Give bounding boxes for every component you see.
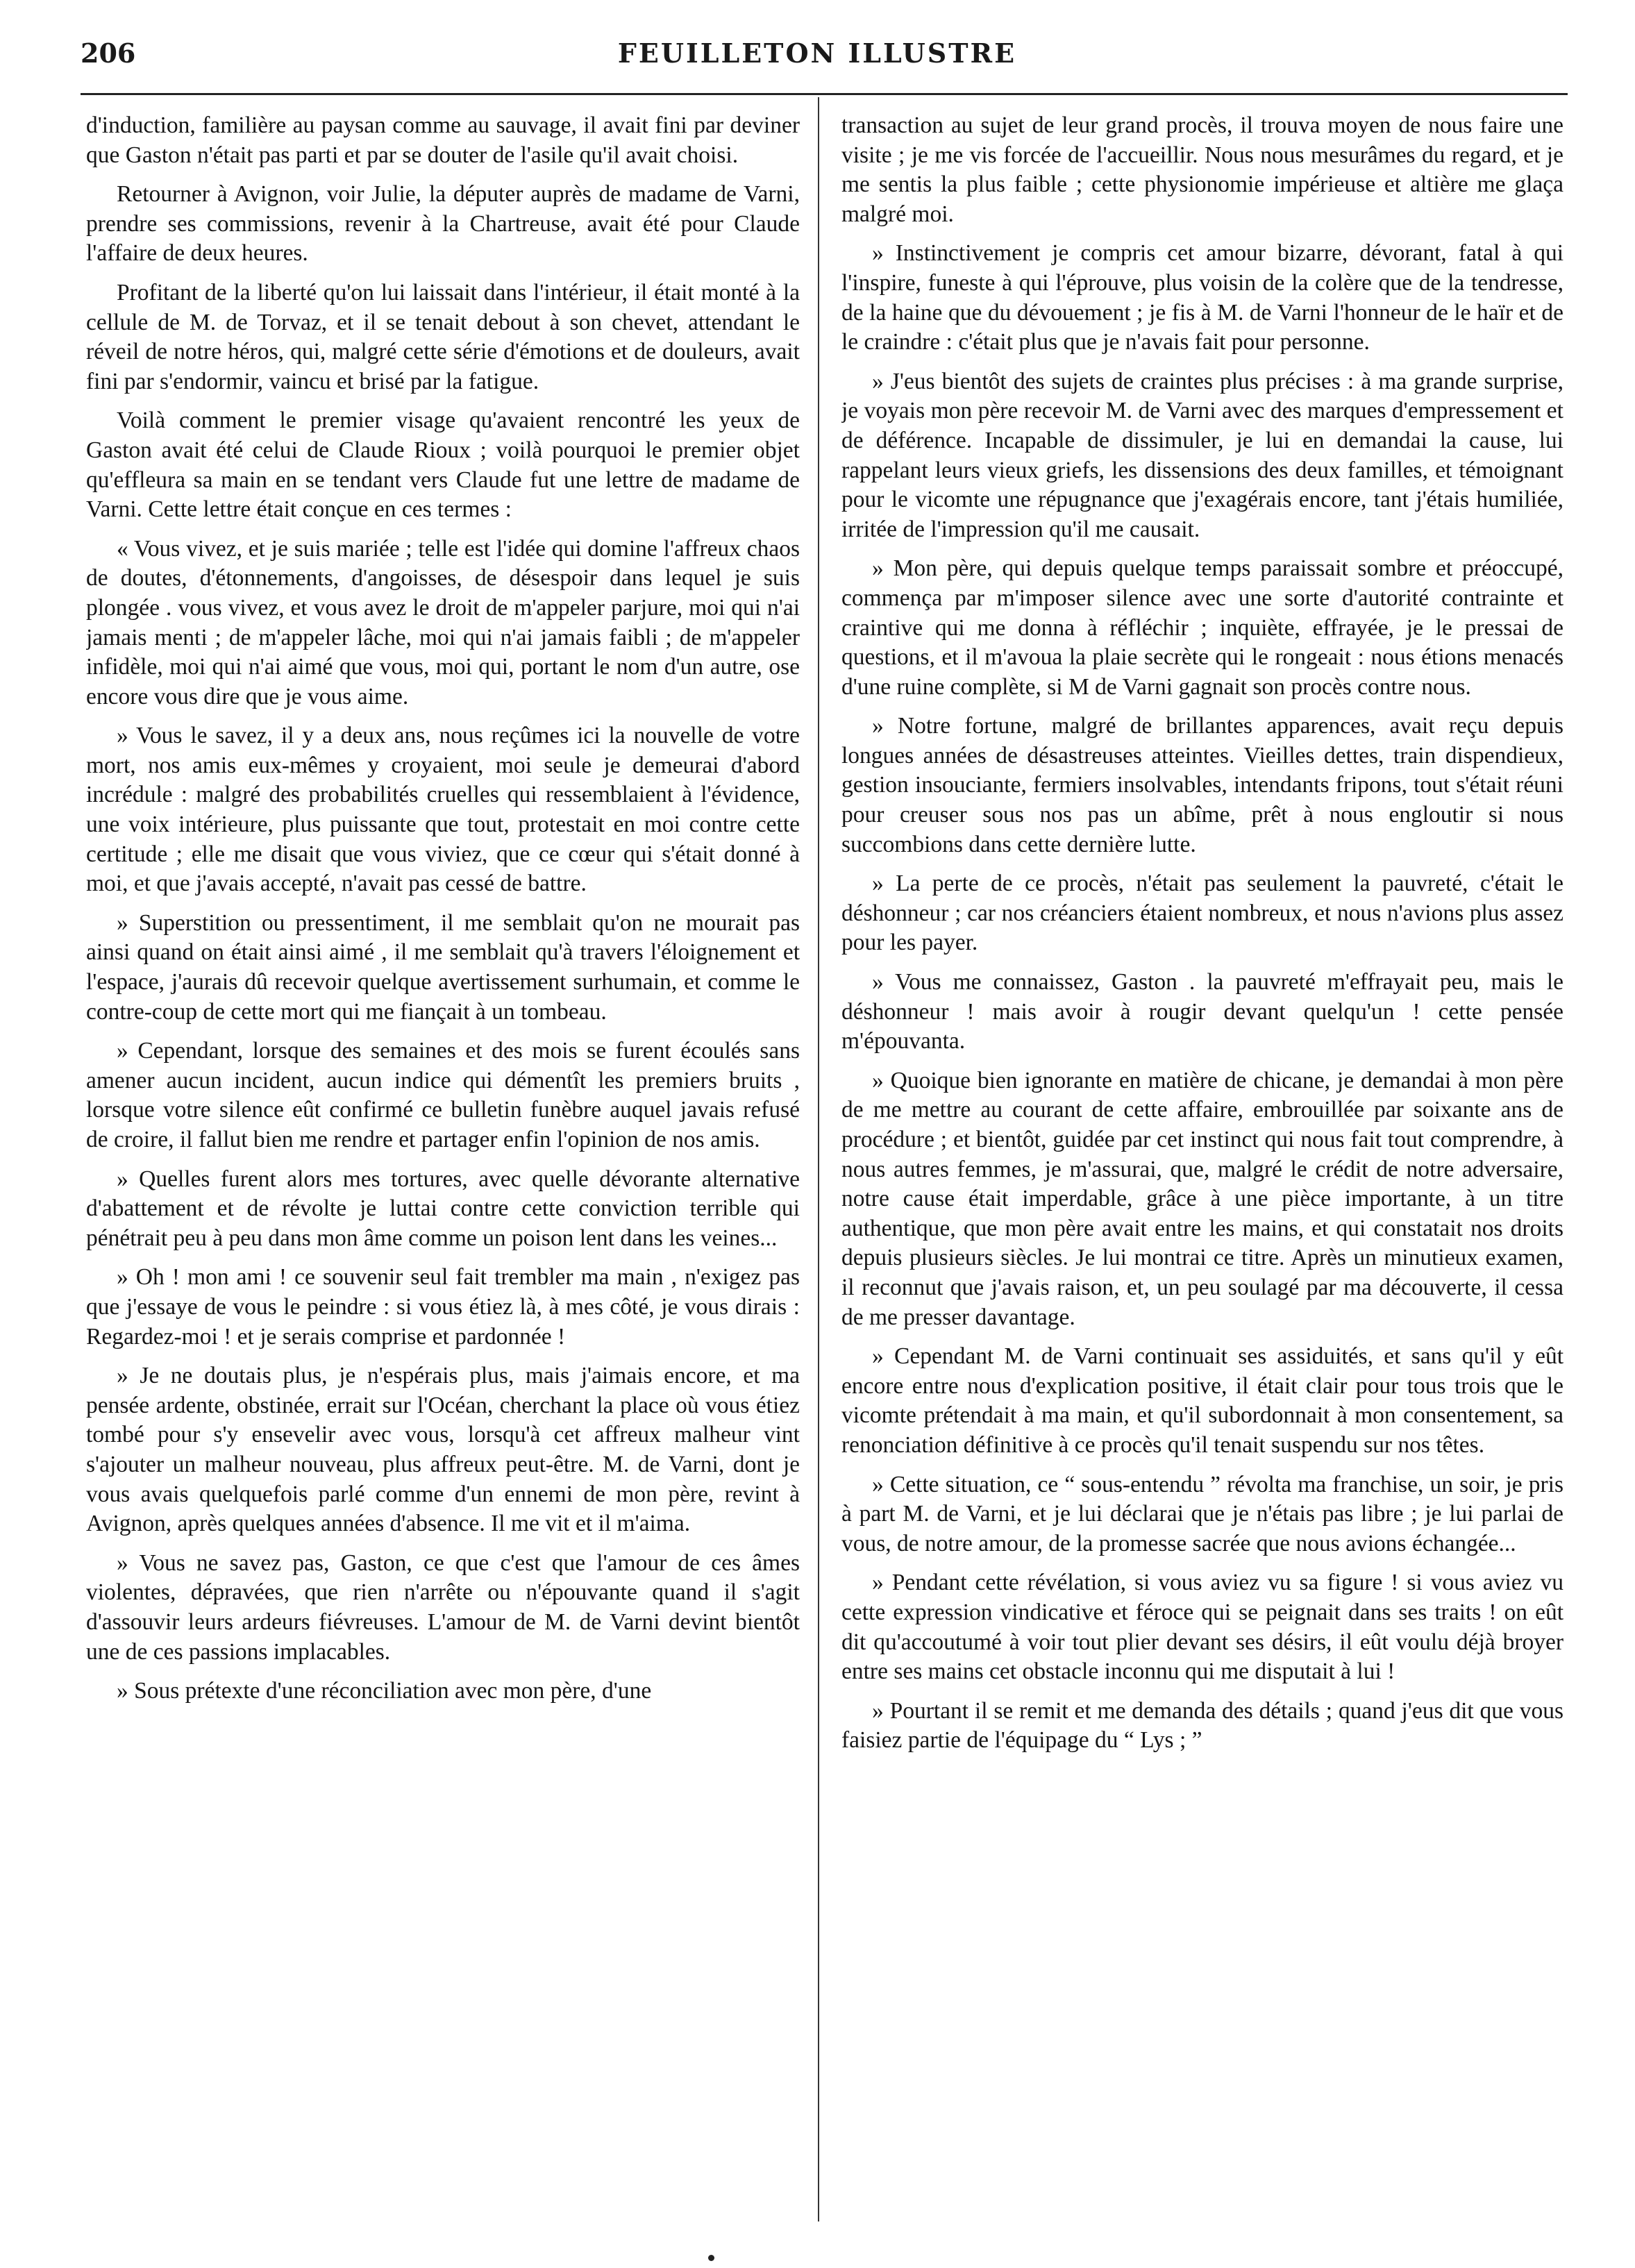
column-divider [818,97,819,2221]
paragraph: » La perte de ce procès, n'était pas seulement la pauvreté, c'était le déshonneur ; car nos créanciers étaient nombreux, et nous n'avions plus assez pour les payer. [841,871,1563,956]
paragraph: » Pourtant il se remit et me demanda des détails ; quand j'eus dit que vous faisiez partie de l'équipage du “ Lys ; ” [841,1697,1563,1754]
paragraph: » Cette situation, ce “ sous-entendu ” révolta ma franchise, un soir, je pris à part M. de Varni, et je lui déclarai que je n'étais pas libre ; je lui parlai de vous, de notre amour, de la promesse sacrée que nous avions échangée... [841,1471,1563,1556]
paragraph: » Pendant cette révélation, si vous aviez vu sa figure ! si vous aviez vu cette expression vindicative et féroce qui se peignait dans ses traits ! on eût dit qu'accoutumé à voir tout plier devant ses désirs, il eût voulu déjà broyer entre ses mains cet obstacle inconnu qui me disputait à lui ! [841,1570,1563,1685]
right-column [841,111,1563,2221]
paragraph: » Quelles furent alors mes tortures, avec quelle dévorante alternative d'abattement et de révolte je luttai contre cette conviction terrible qui pénétrait peu à peu dans mon âme comme un poison lent dans les veines... [86,1166,800,1251]
paragraph: transaction au sujet de leur grand procès, il trouva moyen de nous faire une visite ; je me vis forcée de l'accueillir. Nous nous mesurâmes du regard, et je me sentis la plus faible ; cette physionomie impérieuse et altière me glaça malgré moi. [841,112,1563,227]
paragraph: « Vous vivez, et je suis mariée ; telle est l'idée qui domine l'affreux chaos de doutes, d'étonnements, d'angoisses, de désespoir dans lequel je suis plongée . vous vivez, et vous avez le droit de m'appeler parjure, moi qui n'ai jamais menti ; de m'appeler lâche, moi qui n'ai jamais faibli ; de m'appeler infidèle, moi qui n'ai aimé que vous, moi qui, portant le nom d'un autre, ose encore vous dire que je vous aime. [86,535,800,709]
page-number: 206 [81,37,136,69]
paragraph: Voilà comment le premier visage qu'avaient rencontré les yeux de Gaston avait été celui de Claude Rioux ; voilà pourquoi le premier objet qu'effleura sa main en se tendant vers Claude fut une lettre de madame de Varni. Cette lettre était conçue en ces termes : [86,408,800,523]
page-header [67,25,1568,81]
paragraph: » Oh ! mon ami ! ce souvenir seul fait trembler ma main , n'exigez pas que j'essaye de vous le peindre : si vous étiez là, à mes côté, je vous dirais : Regardez-moi ! et je serais comprise et pardonnée ! [86,1264,800,1350]
paragraph: » Superstition ou pressentiment, il me semblait qu'on ne mourait pas ainsi quand on était ainsi aimé , il me semblait qu'à travers l'éloignement et l'espace, j'aurais dû recevoir quelque avertissement surhumain, et comme le contre-coup de cette mort qui me fiançait à un tombeau. [86,909,800,1025]
paragraph: » Quoique bien ignorante en matière de chicane, je demandai à mon père de me mettre au courant de cette affaire, embrouillée par soixante ans de procédure ; et bientôt, guidée par cet instinct qui nous fait tout comprendre, à nous autres femmes, je m'assurai, que, malgré le crédit de notre adversaire, notre cause était imperdable, grâce à une pièce importante, à un titre authentique, que mon père avait entre les mains, et qui constatait nos droits depuis plusieurs siècles. Je lui montrai ce titre. Après un minutieux examen, il reconnut que j'avais raison, et, un peu soulagé par ma découverte, il cessa de me presser davantage. [841,1067,1563,1330]
running-title: FEUILLETON ILLUSTRE [617,37,1017,69]
paragraph: Profitant de la liberté qu'on lui laissait dans l'intérieur, il était monté à la cellule de M. de Torvaz, et il se tenait debout à son chevet, attendant le réveil de notre héros, qui, malgré cette série d'émotions et de douleurs, avait fini par s'endormir, vaincu et brisé par la fatigue. [86,279,800,394]
paragraph: » Mon père, qui depuis quelque temps paraissait sombre et préoccupé, commença par m'imposer silence avec une sorte d'autorité contrainte et craintive qui me donna à réfléchir ; inquiète, effrayée, je le pressai de questions, et il m'avoua la plaie secrète qui le rongeait : nous étions menacés d'une ruine complète, si M de Varni gagnait son procès contre nous. [841,555,1563,700]
paragraph: » Cependant, lorsque des semaines et des mois se furent écoulés sans amener aucun incident, aucun indice qui démentît les premiers bruits , lorsque votre silence eût confirmé ce bulletin funèbre auquel javais refusé de croire, il fallut bien me rendre et partager enfin l'opinion de nos amis. [86,1038,800,1152]
paragraph: d'induction, familière au paysan comme au sauvage, il avait fini par deviner que Gaston n'était pas parti et par se douter de l'asile qu'il avait choisi. [86,112,800,168]
paragraph: » Sous prétexte d'une réconciliation avec mon père, d'une [117,1678,652,1704]
left-column [86,111,800,2221]
paragraph: » Instinctivement je compris cet amour bizarre, dévorant, fatal à qui l'inspire, funeste à qui l'éprouve, plus voisin de la colère que de la tendresse, de la haine que du dévouement ; je fis à M. de Varni l'honneur de le haïr et de le craindre : c'était plus que je n'avais fait pour personne. [841,240,1563,355]
paragraph: » Vous me connaissez, Gaston . la pauvreté m'effrayait peu, mais le déshonneur ! mais avoir à rougir devant quelqu'un ! cette pensée m'épouvanta. [841,969,1563,1055]
paragraph: » Vous ne savez pas, Gaston, ce que c'est que l'amour de ces âmes violentes, dépravées, que rien n'arrête ou n'épouvante quand il s'agit d'assouvir leurs ardeurs fiévreuses. L'amour de M. de Varni devint bientôt une de ces passions implacables. [86,1549,800,1665]
header-rule [81,93,1568,95]
paragraph: » Je ne doutais plus, je n'espérais plus, mais j'aimais encore, et ma pensée ardente, obstinée, errait sur l'Océan, cherchant la place où vous étiez tombé pour s'y ensevelir avec vous, lorsqu'à cet affreux malheur vint s'ajouter un malheur nouveau, plus affreux peut-être. M. de Varni, dont je vous avais quelquefois parlé comme d'un ennemi de mon père, revint à Avignon, après quelques années d'absence. Il me vit et il m'aima. [86,1363,800,1537]
paragraph: Retourner à Avignon, voir Julie, la députer auprès de madame de Varni, prendre ses commissions, revenir à la Chartreuse, avait été pour Claude l'affaire de deux heures. [86,181,800,267]
paragraph: » Vous le savez, il y a deux ans, nous reçûmes ici la nouvelle de votre mort, nos amis eux-mêmes y croyaient, moi seule je demeurai d'abord incrédule : malgré des probabilités cruelles qui ressemblaient à l'évidence, une voix intérieure, plus puissante que tout, protestait en moi contre cette certitude ; elle me disait que vous viviez, que ce cœur qui s'était donné à moi, et que j'avais accepté, n'avait pas cessé de battre. [86,723,800,897]
paragraph: » Cependant M. de Varni continuait ses assiduités, et sans qu'il y eût encore entre nous d'explication positive, il était clair pour tous trois que le vicomte prétendait à ma main, et qu'il subordonnait à mon consentement, sa renonciation définitive à ce procès qu'il tenait suspendu sur nos têtes. [841,1343,1563,1458]
paragraph: » J'eus bientôt des sujets de craintes plus précises : à ma grande surprise, je voyais mon père recevoir M. de Varni avec des marques d'empressement et de déférence. Incapable de dissimuler, je lui en demandai la cause, lui rappelant leurs vieux griefs, les dissensions des deux familles, et témoignant pour le vicomte une répugnance que j'exagérais encore, tant j'étais humiliée, irritée de l'impression qu'il me causait. [841,368,1563,542]
paragraph: » Notre fortune, malgré de brillantes apparences, avait reçu depuis longues années de désastreuses atteintes. Vieilles dettes, train dispendieux, gestion insouciante, fermiers insolvables, intendants fripons, tout s'était réuni pour creuser sous nos pas un abîme, prêt à nous engloutir si nous succombions dans cette dernière lutte. [841,713,1563,857]
footer-dot [708,2255,714,2261]
